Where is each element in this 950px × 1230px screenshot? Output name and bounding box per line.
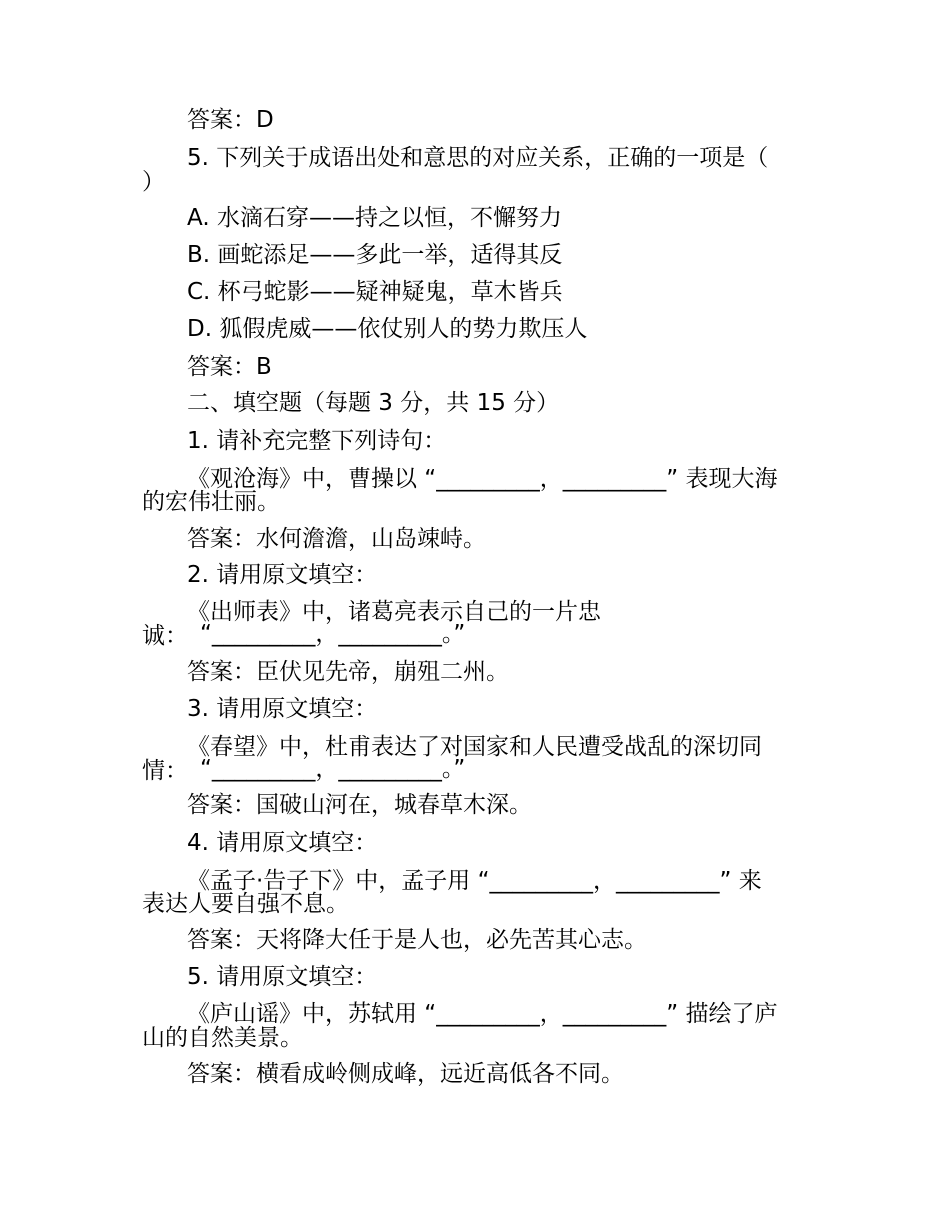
fill-question-2-prompt-continued: 诚： — [142, 623, 188, 649]
fill-question-3-prompt-continued: 情： — [142, 758, 188, 784]
fill-question-5: 5. 请用原文填空： — [187, 964, 378, 990]
fill-question-3: 3. 请用原文填空： — [187, 696, 378, 722]
fill-question-2: 2. 请用原文填空： — [187, 562, 378, 588]
answer-line: 答案：天将降大任于是人也，必先苦其心志。 — [187, 927, 647, 953]
answer-line: 答案：B — [187, 354, 272, 380]
question-5-stem-continued: ） — [142, 169, 165, 195]
fill-question-2-blanks: “_________，_________。” — [200, 621, 466, 647]
fill-question-1: 1. 请补充完整下列诗句： — [187, 428, 447, 454]
fill-question-5-prompt-continued: 山的自然美景。 — [142, 1025, 303, 1051]
fill-question-1-prompt: 《观沧海》中，曹操以 “_________，_________” 表现大海 — [187, 466, 778, 492]
fill-question-4: 4. 请用原文填空： — [187, 830, 378, 856]
answer-line: 答案：D — [187, 107, 274, 133]
section-heading: 二、填空题（每题 3 分，共 15 分） — [187, 390, 560, 416]
fill-question-5-prompt: 《庐山谣》中，苏轼用 “_________，_________” 描绘了庐 — [187, 1001, 778, 1027]
fill-question-2-prompt: 《出师表》中，诸葛亮表示自己的一片忠 — [187, 599, 601, 625]
answer-line: 答案：臣伏见先帝，崩殂二州。 — [187, 659, 509, 685]
fill-question-3-blanks: “_________，_________。” — [200, 756, 466, 782]
fill-question-3-prompt: 《春望》中，杜甫表达了对国家和人民遭受战乱的深切同 — [187, 734, 762, 760]
answer-line: 答案：横看成岭侧成峰，远近高低各不同。 — [187, 1061, 624, 1087]
fill-question-4-prompt-continued: 表达人要自强不息。 — [142, 891, 349, 917]
fill-question-4-prompt: 《孟子·告子下》中，孟子用 “_________，_________” 来 — [187, 868, 762, 894]
question-5-stem: 5. 下列关于成语出处和意思的对应关系，正确的一项是（ — [187, 145, 769, 171]
option-a: A. 水滴石穿——持之以恒，不懈努力 — [187, 205, 562, 231]
option-d: D. 狐假虎威——依仗别人的势力欺压人 — [187, 316, 588, 342]
answer-line: 答案：国破山河在，城春草木深。 — [187, 792, 532, 818]
option-b: B. 画蛇添足——多此一举，适得其反 — [187, 242, 563, 268]
fill-question-1-prompt-continued: 的宏伟壮丽。 — [142, 489, 280, 515]
answer-line: 答案：水何澹澹，山岛竦峙。 — [187, 526, 486, 552]
option-c: C. 杯弓蛇影——疑神疑鬼，草木皆兵 — [187, 279, 563, 305]
